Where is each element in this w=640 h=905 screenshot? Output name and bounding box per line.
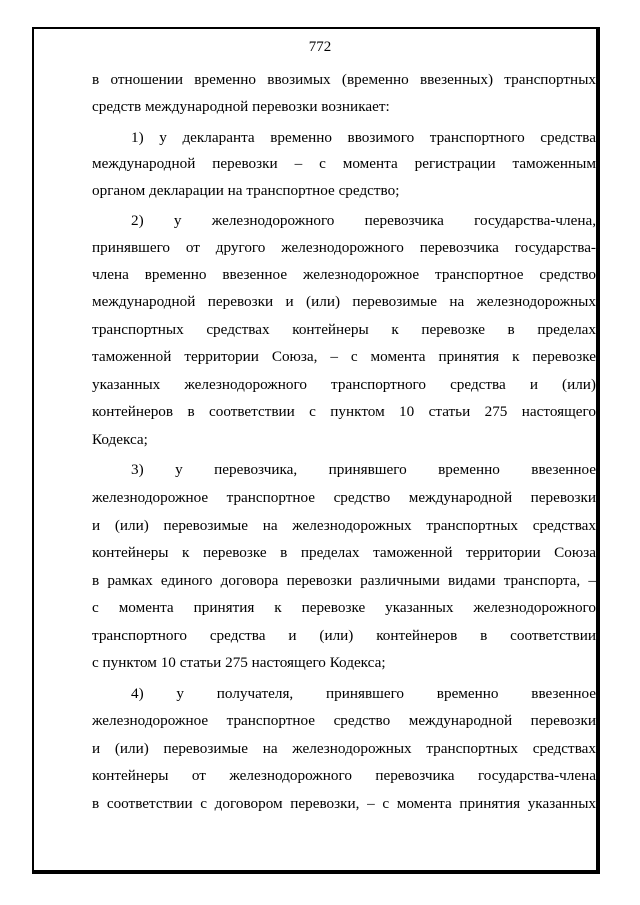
- text-line: и (или) перевозимые на железнодорожных транспортных средствах: [92, 517, 596, 534]
- text-line: железнодорожное транспортное средство международной перевозки: [92, 712, 596, 729]
- text-line: 3) у перевозчика, принявшего временно ввезенное: [131, 461, 596, 478]
- text-line: в соответствии с договором перевозки, – с момента принятия указанных: [92, 795, 596, 812]
- text-line: указанных железнодорожного транспортного средства и (или): [92, 376, 596, 393]
- text-line: таможенной территории Союза, – с момента принятия к перевозке: [92, 348, 596, 365]
- text-line: в рамках единого договора перевозки различными видами транспорта, –: [92, 572, 596, 589]
- text-line: органом декларации на транспортное средство;: [92, 182, 400, 199]
- text-line: международной перевозки и (или) перевозимые на железнодорожных: [92, 293, 596, 310]
- text-line: 2) у железнодорожного перевозчика государства-члена,: [131, 212, 596, 229]
- text-line: с пунктом 10 статьи 275 настоящего Кодекса;: [92, 654, 386, 671]
- text-line: с момента принятия к перевозке указанных железнодорожного: [92, 599, 596, 616]
- text-line: 4) у получателя, принявшего временно ввезенное: [131, 685, 596, 702]
- text-line: Кодекса;: [92, 431, 148, 448]
- text-line: контейнеры к перевозке в пределах таможенной территории Союза: [92, 544, 596, 561]
- text-line: члена временно ввезенное железнодорожное транспортное средство: [92, 266, 596, 283]
- text-line: в отношении временно ввозимых (временно ввезенных) транспортных: [92, 71, 596, 88]
- text-line: контейнеры от железнодорожного перевозчика государства-члена: [92, 767, 596, 784]
- text-line: транспортного средства и (или) контейнеров в соответствии: [92, 627, 596, 644]
- text-line: транспортных средствах контейнеры к перевозке в пределах: [92, 321, 596, 338]
- text-line: контейнеров в соответствии с пунктом 10 статьи 275 настоящего: [92, 403, 596, 420]
- text-line: и (или) перевозимые на железнодорожных транспортных средствах: [92, 740, 596, 757]
- text-line: 1) у декларанта временно ввозимого транспортного средства: [131, 129, 596, 146]
- text-line: принявшего от другого железнодорожного перевозчика государства-: [92, 239, 596, 256]
- text-line: международной перевозки – с момента регистрации таможенным: [92, 155, 596, 172]
- page-number: 772: [308, 39, 332, 55]
- text-line: железнодорожное транспортное средство международной перевозки: [92, 489, 596, 506]
- text-line: средств международной перевозки возникает:: [92, 98, 390, 115]
